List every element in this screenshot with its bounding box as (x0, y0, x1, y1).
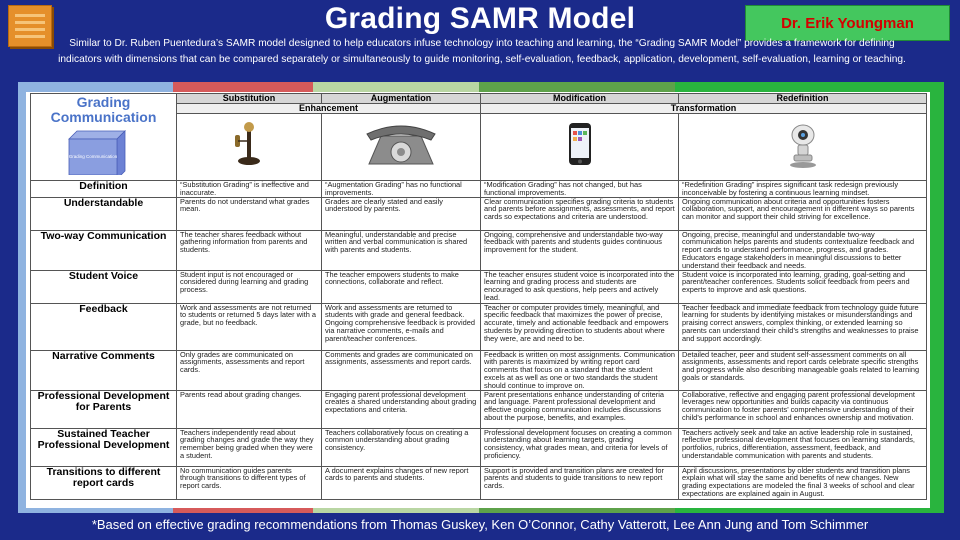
box-icon (31, 125, 177, 175)
table-row (31, 181, 927, 198)
row-label: Professional Development for Parents (31, 390, 177, 428)
row-label: Understandable (31, 197, 177, 230)
row-label: Narrative Comments (31, 350, 177, 390)
table-cell: Teachers collaboratively focus on creating a common understanding about grading consistency. (322, 428, 481, 466)
column-header-modification: Modification (481, 94, 679, 104)
table-cell: Teachers independently read about grading changes and grade the way they remember being graded when they were a student. (177, 428, 322, 466)
table-cell: The teacher shares feedback without gathering information from parents and students. (177, 230, 322, 270)
table-cell: Grades are clearly stated and easily understood by parents. (322, 197, 481, 230)
table-cell: Detailed teacher, peer and student self-assessment comments on all assignments, assessments and report cards celebrate specific strengths and progress while also describing manageable goals related to learning goals or standards. (679, 350, 927, 390)
table-cell: Work and assessments are not returned to students or returned 5 days later with a grade, but no feedback. (177, 303, 322, 350)
substitution-image-cell (177, 113, 322, 180)
table-cell: Work and assessments are returned to students with grade and general feedback. Ongoing comprehensive feedback is provided via narrative comments, e-mails and parent/teacher conferences. (322, 303, 481, 350)
footer-note: *Based on effective grading recommendations from Thomas Guskey, Ken O’Connor, Cathy Vatterott, Lee Ann Jung and Tom Schimmer (91, 517, 869, 532)
redefinition-image-cell (679, 113, 927, 180)
row-label: Student Voice (31, 270, 177, 303)
intro-text: Similar to Dr. Ruben Puentedura’s SAMR model designed to help educators infuse technology into teaching and learning, the “Grading SAMR Model” provides a framework for defining indicators with dimensions that can be compared separately or simultaneously to guide monitoring, self-evaluation, feedback, application, development, self-evaluation, learning or teaching. (58, 38, 906, 65)
group-transformation: Transformation (481, 103, 927, 113)
page-title: Grading SAMR Model (324, 2, 636, 35)
row-label: Transitions to different report cards (31, 466, 177, 499)
grading-communication-cell (31, 94, 177, 181)
table-row (31, 270, 927, 303)
table-cell: April discussions, presentations by older students and transition plans explain what will stay the same and benefits of new changes. New grading expectations are modeled the final 3 weeks of school and clear expectations are explained again in August. (679, 466, 927, 499)
table-cell: “Redefinition Grading” inspires significant task redesign previously inconceivable by fostering a continuous learning mindset. (679, 181, 927, 198)
table-cell: Clear communication specifies grading criteria to students and parents before assignments, assessments, and report cards so expectations and criteria are understood. (481, 197, 679, 230)
table-cell: Teacher or computer provides timely, meaningful, and specific feedback that maximizes the power of precise, accurate, timely and actionable feedback and empowers students by providing direction to students about where they were, are and need to be. (481, 303, 679, 350)
table-cell: “Augmentation Grading” has no functional improvements. (322, 181, 481, 198)
samr-table (30, 93, 927, 500)
smartphone-icon (567, 121, 593, 167)
column-header-augmentation: Augmentation (322, 94, 481, 104)
table-row (31, 230, 927, 270)
grading-communication-title: Grading Communication (50, 94, 157, 125)
table-cell: Student input is not encouraged or considered during learning and grading process. (177, 270, 322, 303)
table-cell: Parent presentations enhance understanding of criteria and language. Parent professional development and effective ongoing communication includes discussions about the purpose, benefits, and examples. (481, 390, 679, 428)
table-cell: The teacher empowers students to make connections, collaborate and reflect. (322, 270, 481, 303)
table-cell: Meaningful, understandable and precise written and verbal communication is shared with parents and students. (322, 230, 481, 270)
table-cell: Ongoing, precise, meaningful and understandable two-way communication helps parents and students contextualize feedback and report cards to understand performance, progress, and grades. Educators engage stakeholders in meaningful discussions to better understand their feedback and needs. (679, 230, 927, 270)
table-row (31, 350, 927, 390)
table-cell: Feedback is written on most assignments. Communication with parents is maximized by writing report card comments that focus on a standard that the student excels at as well as one or two standards the student should continue to improve on. (481, 350, 679, 390)
row-label: Feedback (31, 303, 177, 350)
table-cell: No communication guides parents through transitions to different types of report cards. (177, 466, 322, 499)
table-cell: Support is provided and transition plans are created for parents and students to guide transitions to new report cards. (481, 466, 679, 499)
table-cell: Student voice is incorporated into learning, grading, goal-setting and parent/teacher conferences. Students solicit feedback from peers and experts to improve and ask questions. (679, 270, 927, 303)
rotary-phone-icon (361, 120, 441, 168)
author-badge: Dr. Erik Youngman (745, 5, 950, 41)
table-cell: Ongoing communication about criteria and opportunities fosters collaboration, support, and encouragement in different ways so parents can monitor and support their child striving for excellence. (679, 197, 927, 230)
table-cell: Parents do not understand what grades mean. (177, 197, 322, 230)
table-row (31, 197, 927, 230)
table-row (31, 466, 927, 499)
column-header-substitution: Substitution (177, 94, 322, 104)
augmentation-image-cell (322, 113, 481, 180)
robot-icon (783, 119, 823, 169)
table-cell: Professional development focuses on creating a common understanding about learning targets, grading consistency, what grades mean, and criteria for levels of proficiency. (481, 428, 679, 466)
modification-image-cell (481, 113, 679, 180)
table-cell: A document explains changes of new report cards to parents and students. (322, 466, 481, 499)
table-cell: Only grades are communicated on assignments, assessments and report cards. (177, 350, 322, 390)
table-cell: “Substitution Grading” is ineffective and inaccurate. (177, 181, 322, 198)
row-label: Sustained Teacher Professional Development (31, 428, 177, 466)
table-cell: “Modification Grading” has not changed, but has functional improvements. (481, 181, 679, 198)
table-row (31, 303, 927, 350)
table-row (31, 390, 927, 428)
table-cell: Comments and grades are communicated on assignments, assessments and report cards. (322, 350, 481, 390)
table-row (31, 428, 927, 466)
table-cell: Engaging parent professional development creates a shared understanding about grading expectations and criteria. (322, 390, 481, 428)
table-cell: Collaborative, reflective and engaging parent professional development leverages new opportunities and builds capacity via continuous communication to foster parents’ comprehensive understanding of their child’s performance in school and enhances ownership and motivation. (679, 390, 927, 428)
row-label: Two-way Communication (31, 230, 177, 270)
column-header-redefinition: Redefinition (679, 94, 927, 104)
table-cell: Ongoing, comprehensive and understandable two-way feedback with parents and students guides continuous improvement for the student. (481, 230, 679, 270)
table-cell: The teacher ensures student voice is incorporated into the learning and grading process and students are encouraged to ask questions, help peers and actively lead. (481, 270, 679, 303)
table-cell: Parents read about grading changes. (177, 390, 322, 428)
table-cell: Teacher feedback and immediate feedback from technology guide future learning for students by identifying mistakes or misunderstandings and praising correct answers, complex thinking, or extended learning so parents can understand their child’s strengths and weaknesses to praise and support accordingly. (679, 303, 927, 350)
candlestick-phone-icon (232, 119, 266, 169)
table-cell: Teachers actively seek and take an active leadership role in sustained, reflective professional development that focuses on learning standards, portfolios, rubrics, differentiation, assessment, feedback, and understandable communication with parents and students. (679, 428, 927, 466)
box-label: Grading Communication (68, 154, 118, 159)
row-label: Definition (31, 181, 177, 198)
group-enhancement: Enhancement (177, 103, 481, 113)
